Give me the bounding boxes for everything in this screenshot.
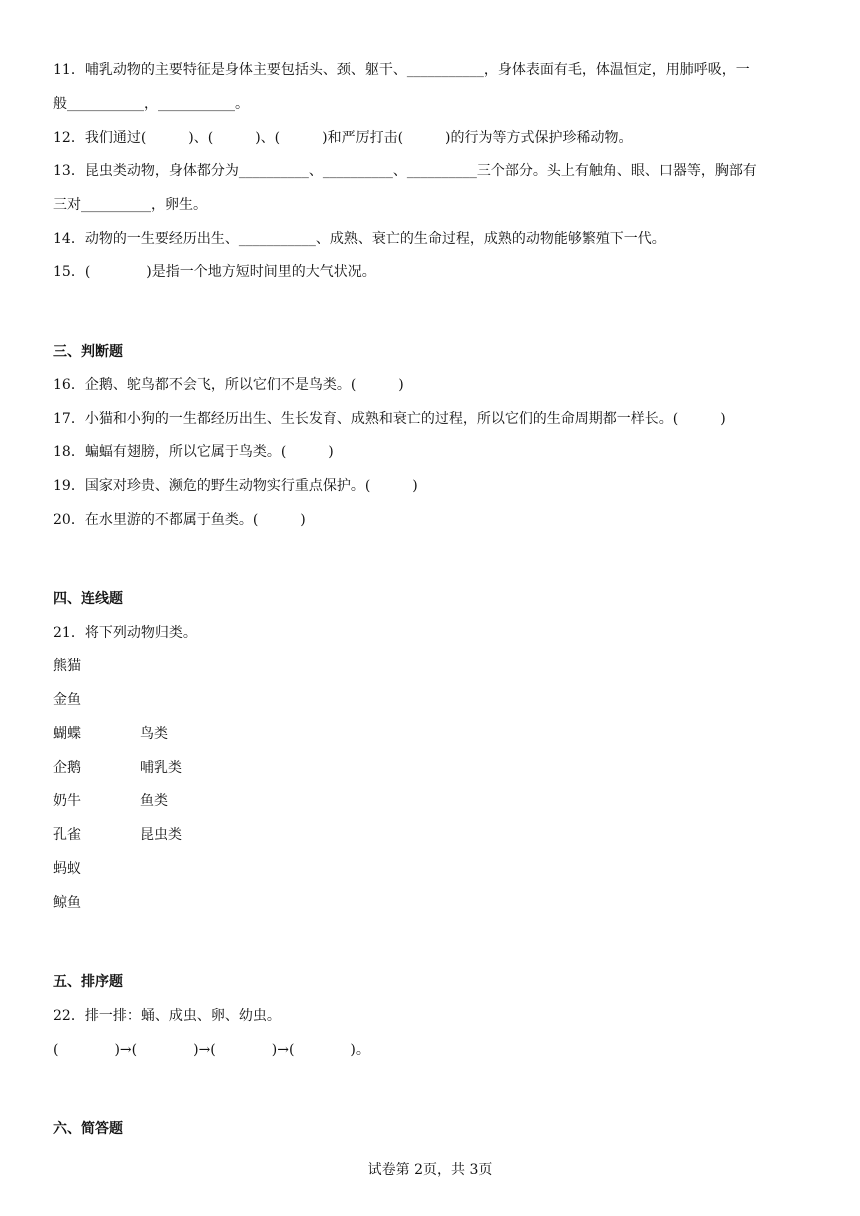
category-item: 昆虫类 <box>140 827 182 843</box>
question-22-answer-line: ( )→( )→( )→( )。 <box>53 1042 370 1058</box>
animal-item: 蝴蝶 <box>53 726 81 742</box>
question-11-line1: 11．哺乳动物的主要特征是身体主要包括头、颈、躯干、___________，身体表面有毛，体温恒定，用肺呼吸，一 <box>53 62 750 78</box>
section-heading-short-answer: 六、简答题 <box>53 1121 123 1137</box>
question-16: 16．企鹅、鸵鸟都不会飞，所以它们不是鸟类。( ) <box>53 377 404 393</box>
category-item: 鱼类 <box>140 793 168 809</box>
question-13-line2: 三对__________，卵生。 <box>53 197 207 213</box>
section-heading-judgement: 三、判断题 <box>53 344 123 360</box>
question-18: 18．蝙蝠有翅膀，所以它属于鸟类。( ) <box>53 444 334 460</box>
question-20: 20．在水里游的不都属于鱼类。( ) <box>53 512 306 528</box>
question-15: 15．( )是指一个地方短时间里的大气状况。 <box>53 264 376 280</box>
animal-item: 蚂蚁 <box>53 861 81 877</box>
question-21: 21．将下列动物归类。 <box>53 625 197 641</box>
question-12: 12．我们通过( )、( )、( )和严厉打击( )的行为等方式保护珍稀动物。 <box>53 130 633 146</box>
category-item: 鸟类 <box>140 726 168 742</box>
question-13-line1: 13．昆虫类动物，身体都分为__________、__________、__________三个部分。头上有触角、眼、口器等，胸部有 <box>53 163 757 179</box>
question-17: 17．小猫和小狗的一生都经历出生、生长发育、成熟和衰亡的过程，所以它们的生命周期都一样长。( ) <box>53 411 726 427</box>
animal-item: 鲸鱼 <box>53 895 81 911</box>
question-14: 14．动物的一生要经历出生、___________、成熟、衰亡的生命过程，成熟的动物能够繁殖下一代。 <box>53 231 666 247</box>
section-heading-ordering: 五、排序题 <box>53 974 123 990</box>
animal-item: 金鱼 <box>53 692 81 708</box>
question-22: 22．排一排：蛹、成虫、卵、幼虫。 <box>53 1008 281 1024</box>
animal-item: 奶牛 <box>53 793 81 809</box>
question-11-line2: 般___________，___________。 <box>53 96 249 112</box>
animal-item: 熊猫 <box>53 658 81 674</box>
section-heading-matching: 四、连线题 <box>53 591 123 607</box>
page-footer: 试卷第 2页，共 3页 <box>367 1162 493 1178</box>
question-19: 19．国家对珍贵、濒危的野生动物实行重点保护。( ) <box>53 478 418 494</box>
category-item: 哺乳类 <box>140 760 182 776</box>
animal-item: 孔雀 <box>53 827 81 843</box>
animal-item: 企鹅 <box>53 760 81 776</box>
